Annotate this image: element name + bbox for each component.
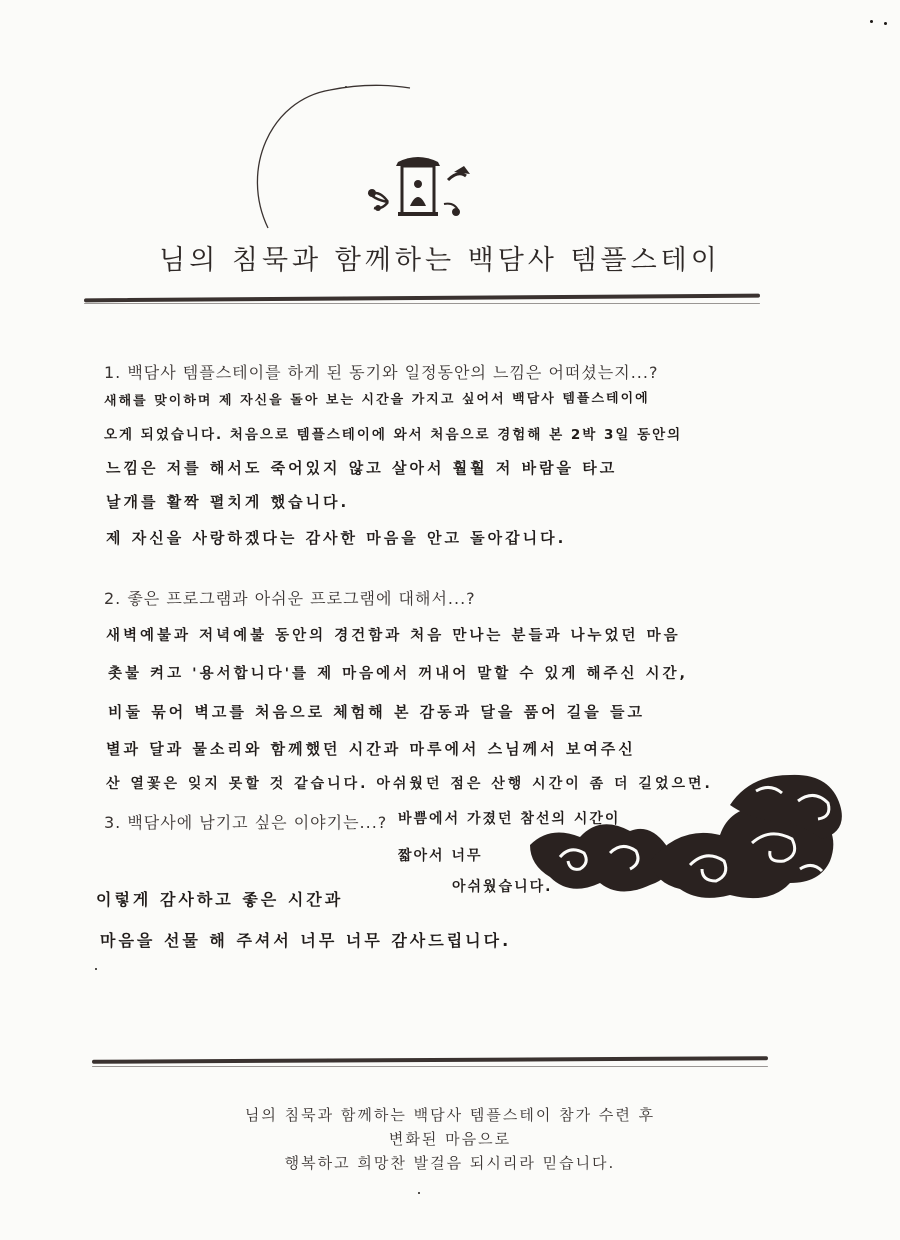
answer-1-line: 느낌은 저를 해서도 죽어있지 않고 살아서 훨훨 저 바람을 타고: [106, 459, 618, 477]
answer-2-line: 촛불 켜고 '용서합니다'를 제 마음에서 꺼내어 말할 수 있게 해주신 시간,: [108, 666, 689, 682]
scan-speck: [95, 968, 97, 970]
question-3: 3. 백담사에 남기고 싶은 이야기는...?: [104, 813, 388, 832]
answer-1-line: 오게 되었습니다. 처음으로 템플스테이에 와서 처음으로 경험해 본 2박 3일 동안의: [104, 427, 683, 443]
answer-3-line: 마음을 선물 해 주셔서 너무 너무 감사드립니다.: [100, 931, 512, 950]
cloud-scroll-ornament: [530, 765, 850, 915]
answer-2-line: 비둘 묶어 벽고를 처음으로 체험해 본 감동과 달을 품어 길을 들고: [108, 703, 645, 721]
answer-3-line: 아쉬웠습니다.: [452, 879, 553, 895]
answer-2-line: 산 열꽃은 잊지 못할 것 같습니다. 아쉬웠던 점은 산행 시간이 좀 더 길었으면.: [106, 776, 713, 792]
answer-1-line: 제 자신을 사랑하겠다는 감사한 마음을 안고 돌아갑니다.: [106, 529, 567, 547]
footer-line: 님의 침묵과 함께하는 백담사 템플스테이 참가 수련 후: [244, 1106, 656, 1124]
title-divider: [84, 294, 760, 303]
scan-speck: [418, 1192, 420, 1194]
footer-line: 행복하고 희망찬 발걸음 되시리라 믿습니다.: [284, 1154, 616, 1172]
footer-divider-thin: [92, 1066, 768, 1067]
answer-3-inline: 바쁨에서 가졌던 참선의 시간이: [398, 811, 621, 827]
temple-buddha-emblem: [358, 150, 478, 230]
answer-3-line: 짧아서 너무: [398, 848, 483, 864]
footer-line: 변화된 마음으로: [388, 1130, 512, 1148]
question-1: 1. 백담사 템플스테이를 하게 된 동기와 일정동안의 느낌은 어떠셨는지...?: [104, 363, 659, 382]
title-divider-thin: [84, 303, 760, 304]
answer-2-line: 새벽예불과 저녁예불 동안의 경건함과 처음 만나는 분들과 나누었던 마음: [106, 628, 681, 644]
answer-1-line: 새해를 맞이하며 제 자신을 돌아 보는 시간을 가지고 싶어서 백담사 템플스테이에: [103, 391, 650, 409]
answer-3-line: 이렇게 감사하고 좋은 시간과: [96, 890, 344, 909]
answer-1-line: 날개를 활짝 펼치게 했습니다.: [106, 493, 350, 511]
page-title: 님의 침묵과 함께하는 백담사 템플스테이: [159, 245, 721, 276]
answer-2-line: 별과 달과 물소리와 함께했던 시간과 마루에서 스님께서 보여주신: [106, 740, 636, 758]
question-2: 2. 좋은 프로그램과 아쉬운 프로그램에 대해서...?: [104, 589, 476, 608]
footer-divider: [92, 1056, 768, 1064]
